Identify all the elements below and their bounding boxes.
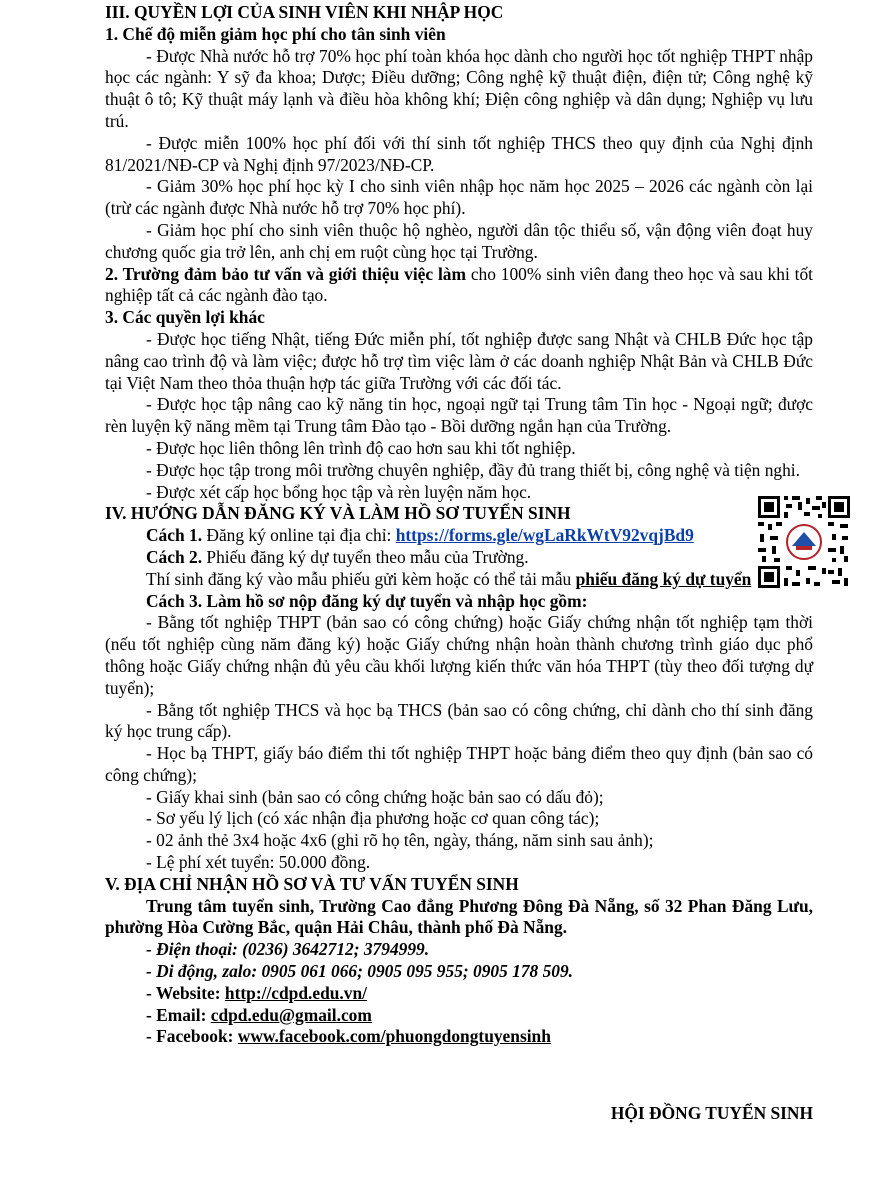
- list-item: - Bằng tốt nghiệp THPT (bản sao có công chứng) hoặc Giấy chứng nhận tốt nghiệp tạm thời (nếu tốt nghiệp cùng năm đăng ký) hoặc Giấy chứng nhận hoàn thành chương trình giáo dục phổ thông hoặc Giấy chứng nhận đủ yêu cầu khối lượng kiến thức văn hóa THPT (tùy theo đối tượng dự tuyển);: [105, 612, 813, 698]
- list-item: - Được miễn 100% học phí đối với thí sinh tốt nghiệp THCS theo quy định của Nghị định 81/2021/NĐ-CP và Nghị định 97/2023/NĐ-CP.: [105, 132, 813, 175]
- facebook-label: - Facebook:: [146, 1026, 238, 1047]
- list-item: - Được xét cấp học bổng học tập và rèn luyện năm học.: [146, 481, 532, 502]
- section-5-title: V. ĐỊA CHỈ NHẬN HỒ SƠ VÀ TƯ VẤN TUYỂN SINH: [105, 873, 519, 894]
- section-4-title: IV. HƯỚNG DẪN ĐĂNG KÝ VÀ LÀM HỒ SƠ TUYỂN SINH: [105, 503, 571, 524]
- method-2-label: Cách 2.: [146, 546, 203, 567]
- list-item: - Giảm học phí cho sinh viên thuộc hộ nghèo, người dân tộc thiểu số, vận động viên đoạt huy chương quốc gia trở lên, anh chị em ruột cùng học tại Trường.: [105, 219, 813, 262]
- facebook-link[interactable]: www.facebook.com/phuongdongtuyensinh: [237, 1026, 551, 1047]
- section-3-1-title: 1. Chế độ miễn giảm học phí cho tân sinh viên: [105, 23, 446, 44]
- section-3-2-title: 2. Trường đảm bảo tư vấn và giới thiệu việc làm: [105, 263, 466, 284]
- section-3-2: [105, 264, 813, 308]
- method-2-note: [105, 569, 813, 591]
- list-item: - Bằng tốt nghiệp THCS và học bạ THCS (bản sao có công chứng, chỉ dành cho thí sinh đăng ký học trung cấp).: [105, 699, 813, 742]
- website-link[interactable]: http://cdpd.edu.vn/: [224, 982, 367, 1003]
- document-page: [105, 2, 813, 1048]
- section-3-3-title: 3. Các quyền lợi khác: [105, 307, 265, 328]
- list-item: - Được học tập nâng cao kỹ năng tin học, ngoại ngữ tại Trung tâm Tin học - Ngoại ngữ; được rèn luyện kỹ năng mềm tại Trung tâm Đào tạo - Bồi dưỡng ngắn hạn của Trường.: [105, 394, 813, 437]
- contact-website: [105, 983, 813, 1005]
- method-1-text: Đăng ký online tại địa chỉ:: [202, 525, 396, 546]
- qr-code[interactable]: [756, 494, 852, 590]
- method-2: [105, 547, 813, 569]
- list-item: - Giảm 30% học phí học kỳ I cho sinh viên nhập học năm học 2025 – 2026 các ngành còn lại (trừ các ngành được Nhà nước hỗ trợ 70% học phí).: [105, 176, 813, 219]
- contact-email: [105, 1005, 813, 1027]
- contact-phone: [105, 939, 813, 961]
- section-3-title: III. QUYỀN LỢI CỦA SINH VIÊN KHI NHẬP HỌC: [105, 2, 504, 22]
- phone-label: - Điện thoại: [146, 939, 232, 960]
- phone-value: : (0236) 3642712; 3794999.: [232, 939, 430, 960]
- website-label: - Website:: [146, 982, 225, 1003]
- address-text: Trung tâm tuyển sinh, Trường Cao đẳng Phương Đông Đà Nẵng, số 32 Phan Đăng Lưu, phường Hòa Cường Bắc, quận Hải Châu, thành phố Đà Nẵng: [105, 895, 813, 938]
- list-item: - Được học tiếng Nhật, tiếng Đức miễn phí, tốt nghiệp được sang Nhật và CHLB Đức học tập nâng cao trình độ và làm việc; được hỗ trợ tìm việc làm ở các doanh nghiệp Nhật Bản và CHLB Đức tại Việt Nam theo thỏa thuận hợp tác giữa Trường với các đối tác.: [105, 328, 813, 393]
- section-3-2-text: cho 100% sinh viên đang theo học và sau khi tốt nghiệp tất cả các ngành đào tạo.: [105, 263, 813, 306]
- method-3-title: Cách 3. Làm hồ sơ nộp đăng ký dự tuyển và nhập học gồm:: [146, 590, 588, 611]
- list-item: - Được học liên thông lên trình độ cao hơn sau khi tốt nghiệp.: [146, 437, 576, 458]
- list-item: - Lệ phí xét tuyển: 50.000 đồng.: [146, 852, 371, 873]
- method-2-note-text: Thí sinh đăng ký vào mẫu phiếu gửi kèm hoặc có thể tải mẫu: [146, 568, 576, 589]
- email-label: - Email:: [146, 1004, 211, 1025]
- qr-code-icon: [756, 494, 852, 590]
- list-item: - Được học tập trong môi trường chuyên nghiệp, đầy đủ trang thiết bị, công nghệ và tiện nghi.: [146, 459, 800, 480]
- list-item: - Được Nhà nước hỗ trợ 70% học phí toàn khóa học dành cho người học tốt nghiệp THPT nhập học các ngành: Y sỹ đa khoa; Dược; Điều dưỡng; Công nghệ kỹ thuật điện, điện tử; Công nghệ kỹ thuật ô tô; Kỹ thuật máy lạnh và điều hòa không khí; Điện công nghiệp và dân dụng; Nghiệp vụ lưu trú.: [105, 45, 813, 131]
- contact-mobile: - Di động, zalo: 0905 061 066; 0905 095 955; 0905 178 509.: [146, 961, 574, 982]
- list-item: - Sơ yếu lý lịch (có xác nhận địa phương hoặc cơ quan công tác);: [146, 808, 600, 829]
- contact-address: Trung tâm tuyển sinh, Trường Cao đẳng Phương Đông Đà Nẵng, số 32 Phan Đăng Lưu, phường Hòa Cường Bắc, quận Hải Châu, thành phố Đà Nẵng.: [105, 895, 813, 938]
- method-1-label: Cách 1.: [146, 525, 203, 546]
- signature: HỘI ĐỒNG TUYỂN SINH: [610, 1103, 813, 1123]
- method-2-text: Phiếu đăng ký dự tuyển theo mẫu của Trường.: [202, 546, 529, 567]
- list-item: - 02 ảnh thẻ 3x4 hoặc 4x6 (ghi rõ họ tên, ngày, tháng, năm sinh sau ảnh);: [146, 830, 654, 851]
- registration-form-link[interactable]: https://forms.gle/wgLaRkWtV92vqjBd9: [395, 525, 694, 546]
- contact-facebook: [105, 1026, 813, 1048]
- registration-form-download-link[interactable]: phiếu đăng ký dự tuyển: [575, 568, 752, 589]
- list-item: - Học bạ THPT, giấy báo điểm thi tốt nghiệp THPT hoặc bảng điểm theo quy định (bản sao có công chứng);: [105, 743, 813, 785]
- list-item: - Giấy khai sinh (bản sao có công chứng hoặc bản sao có dấu đỏ);: [146, 786, 604, 807]
- email-link[interactable]: cdpd.edu@gmail.com: [210, 1004, 372, 1025]
- method-1: [105, 525, 813, 547]
